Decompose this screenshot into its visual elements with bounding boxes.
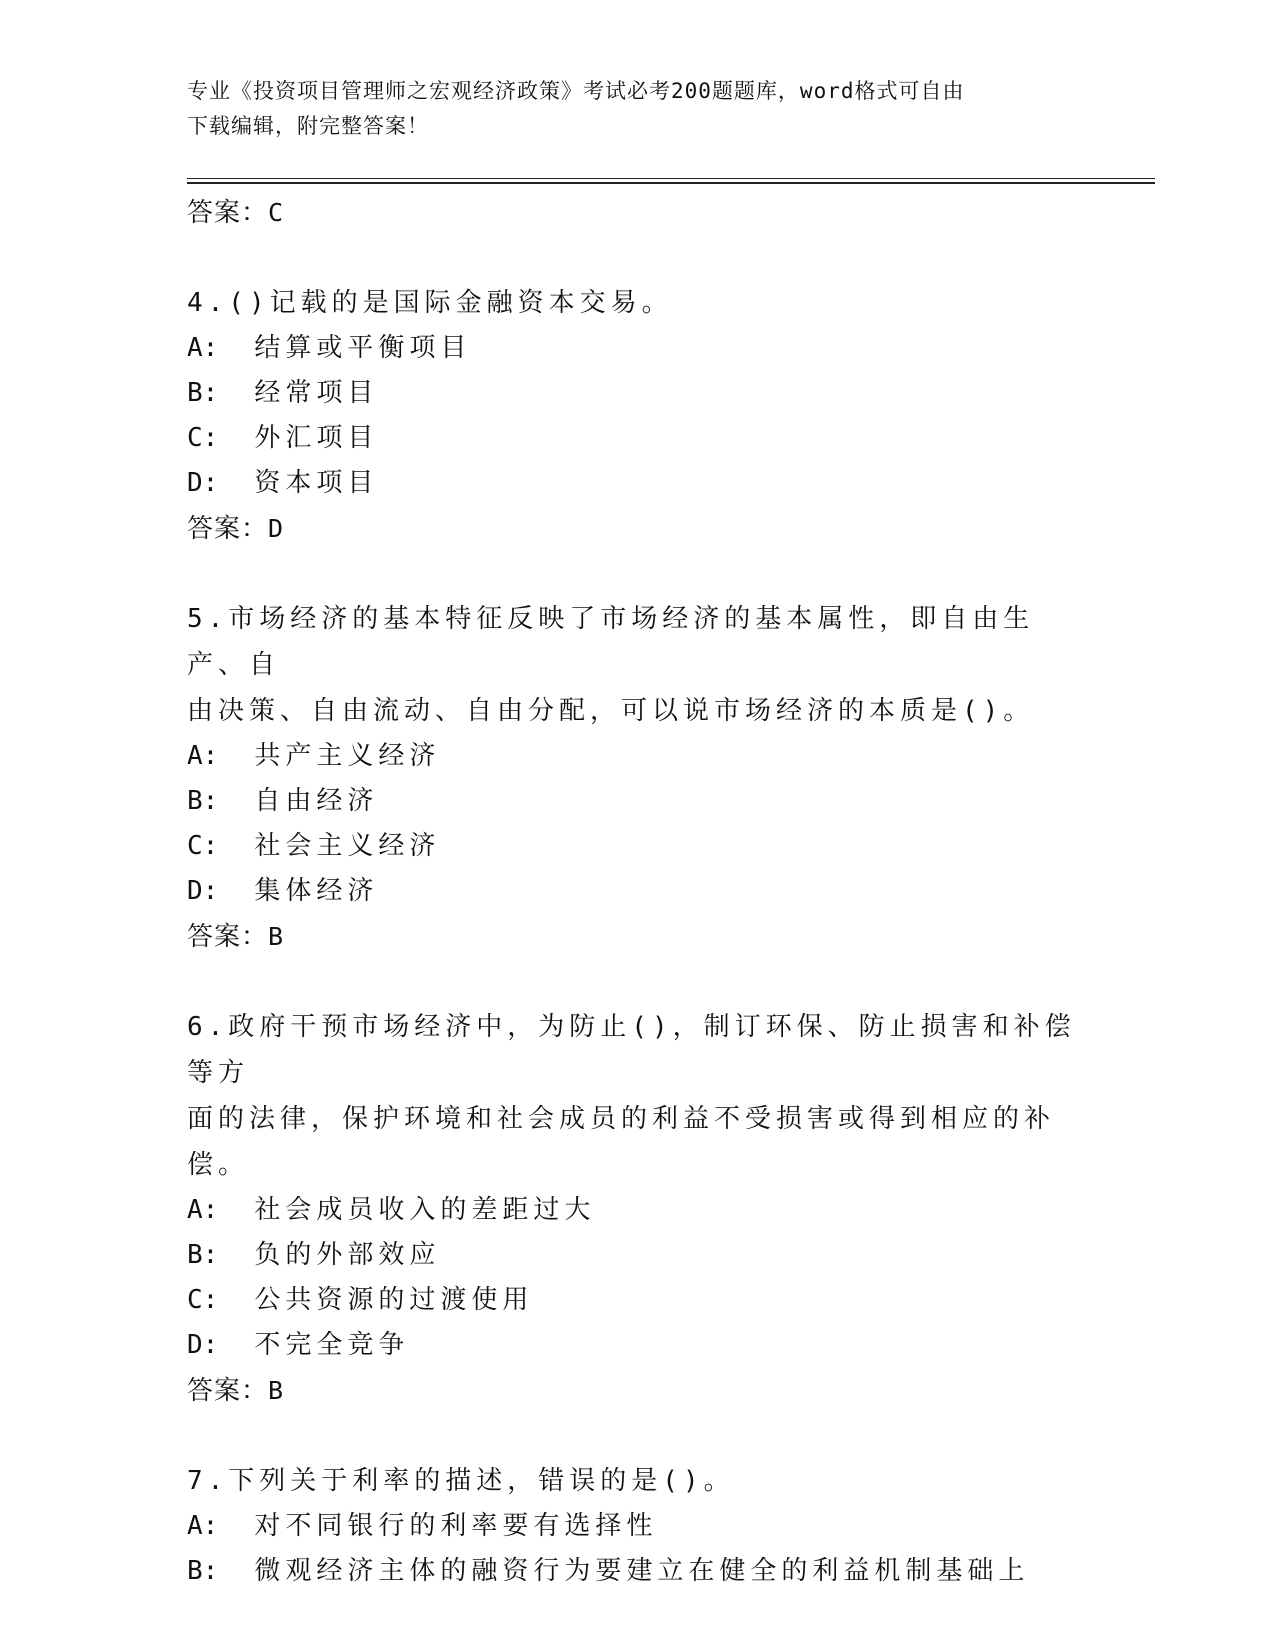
question-text: 4.()记载的是国际金融资本交易。	[187, 288, 673, 318]
option-text: 社会成员收入的差距过大	[254, 1195, 596, 1225]
question-text-line-2: 由决策、自由流动、自由分配，可以说市场经济的本质是()。	[187, 696, 1035, 726]
option-b	[187, 1549, 1087, 1594]
answer-label: 答案：	[187, 922, 269, 952]
answer-line	[187, 1368, 1087, 1414]
question-block	[187, 1458, 1087, 1594]
option-c	[187, 824, 1087, 869]
spacer	[187, 552, 1087, 596]
header-line-1: 专业《投资项目管理师之宏观经济政策》考试必考200题题库，word格式可自由	[187, 79, 965, 103]
option-a	[187, 734, 1087, 779]
option-text: 社会主义经济	[254, 831, 441, 861]
option-letter: C:	[187, 831, 219, 861]
option-text: 集体经济	[254, 876, 379, 906]
question-text-line-1: 5.市场经济的基本特征反映了市场经济的基本属性，即自由生产、自	[187, 604, 1035, 680]
option-letter: C:	[187, 1285, 219, 1315]
document-header	[187, 74, 1067, 144]
header-line-2: 下载编辑，附完整答案！	[187, 114, 429, 138]
answer-label: 答案：	[187, 1376, 269, 1406]
option-letter: D:	[187, 1330, 219, 1360]
option-text: 共产主义经济	[254, 741, 441, 771]
question-text-line-1: 6.政府干预市场经济中，为防止()，制订环保、防止损害和补偿等方	[187, 1012, 1076, 1088]
option-text: 不完全竞争	[254, 1330, 410, 1360]
answer-value: B	[268, 1376, 285, 1405]
answer-value: C	[268, 198, 285, 227]
answer-line	[187, 506, 1087, 552]
answer-value: D	[268, 514, 285, 543]
answer-value: B	[268, 922, 285, 951]
option-text: 微观经济主体的融资行为要建立在健全的利益机制基础上	[254, 1556, 1030, 1586]
option-a	[187, 1504, 1087, 1549]
option-letter: B:	[187, 1240, 219, 1270]
spacer	[187, 236, 1087, 280]
option-d	[187, 1323, 1087, 1368]
option-text: 结算或平衡项目	[254, 333, 472, 363]
option-c	[187, 1278, 1087, 1323]
option-text: 自由经济	[254, 786, 379, 816]
question-list	[187, 190, 1087, 1594]
option-a	[187, 1188, 1087, 1233]
option-text: 对不同银行的利率要有选择性	[254, 1511, 658, 1541]
spacer	[187, 1414, 1087, 1458]
option-text: 经常项目	[254, 378, 379, 408]
question-block	[187, 1004, 1087, 1414]
option-text: 公共资源的过渡使用	[254, 1285, 534, 1315]
option-letter: A:	[187, 1511, 219, 1541]
option-c	[187, 416, 1087, 461]
option-letter: B:	[187, 378, 219, 408]
answer-line	[187, 190, 1087, 236]
option-b	[187, 779, 1087, 824]
option-letter: D:	[187, 468, 219, 498]
option-d	[187, 461, 1087, 506]
option-text: 负的外部效应	[254, 1240, 441, 1270]
option-text: 资本项目	[254, 468, 379, 498]
question-text: 7.下列关于利率的描述，错误的是()。	[187, 1466, 735, 1496]
header-divider-thick	[187, 182, 1155, 184]
option-letter: A:	[187, 1195, 219, 1225]
option-letter: D:	[187, 876, 219, 906]
option-b	[187, 1233, 1087, 1278]
option-text: 外汇项目	[254, 423, 379, 453]
question-block	[187, 596, 1087, 960]
answer-label: 答案：	[187, 198, 269, 228]
option-letter: B:	[187, 786, 219, 816]
option-a	[187, 326, 1087, 371]
answer-line	[187, 914, 1087, 960]
answer-label: 答案：	[187, 514, 269, 544]
option-letter: B:	[187, 1556, 219, 1586]
option-letter: C:	[187, 423, 219, 453]
option-b	[187, 371, 1087, 416]
option-letter: A:	[187, 333, 219, 363]
spacer	[187, 960, 1087, 1004]
question-text-line-2: 面的法律，保护环境和社会成员的利益不受损害或得到相应的补偿。	[187, 1104, 1056, 1180]
header-divider-thin	[187, 178, 1155, 179]
question-block	[187, 280, 1087, 552]
option-d	[187, 869, 1087, 914]
option-letter: A:	[187, 741, 219, 771]
